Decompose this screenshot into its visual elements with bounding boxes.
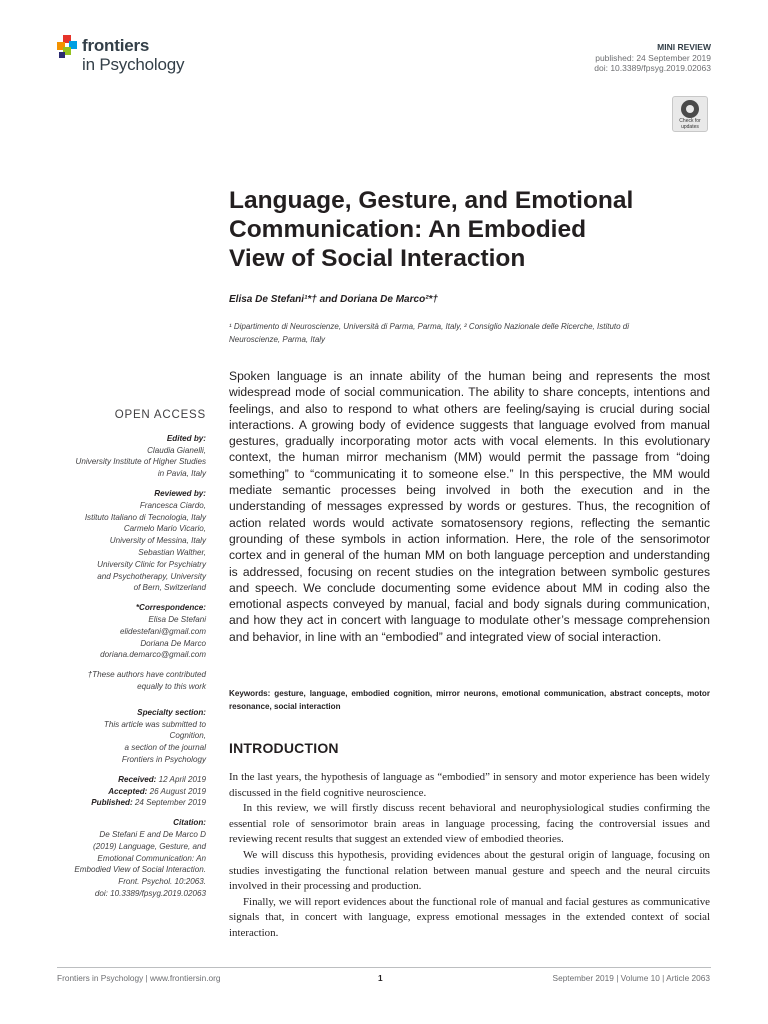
correspondent-name: Doriana De Marco <box>140 638 206 648</box>
check-updates-icon <box>681 100 699 118</box>
correspondent-email[interactable]: elidestefani@gmail.com <box>119 626 206 636</box>
page-number: 1 <box>378 973 383 983</box>
specialty-line: This article was submitted to <box>103 719 206 729</box>
article-type: MINI REVIEW <box>657 42 711 52</box>
citation-line: Embodied View of Social Interaction. <box>74 865 206 875</box>
specialty-line: Cognition, <box>169 731 206 741</box>
check-for-updates-button[interactable] <box>672 96 708 132</box>
citation-doi[interactable]: doi: 10.3389/fpsyg.2019.02063 <box>94 888 206 898</box>
editor-line: in Pavia, Italy <box>157 469 206 479</box>
specialty-line: a section of the journal <box>124 743 206 753</box>
specialty-heading: Specialty section: <box>137 707 206 717</box>
reviewer-line: University Clinic for Psychiatry <box>97 559 206 569</box>
citation-heading: Citation: <box>173 818 206 828</box>
correspondent-email[interactable]: doriana.demarco@gmail.com <box>100 650 206 660</box>
published-date: published: 24 September 2019 <box>595 52 711 63</box>
check-updates-label-2: updates <box>681 123 699 130</box>
reviewer-line: University of Messina, Italy <box>109 536 206 546</box>
received-label: Received: <box>118 774 157 784</box>
affiliation-line: ¹ Dipartimento di Neuroscienze, Università di Parma, Parma, Italy, ² Consiglio Nazionale delle Ricerche, Istituto di <box>229 322 630 331</box>
reviewer-line: Carmelo Mario Vicario, <box>123 524 206 534</box>
check-updates-label: Check for <box>679 118 701 124</box>
received-date <box>26 774 206 786</box>
edited-by-section <box>26 433 206 480</box>
correspondent-name: Elisa De Stefani <box>148 614 206 624</box>
affiliation-line: Neuroscienze, Parma, Italy <box>229 334 326 344</box>
contribution-line: †These authors have contributed <box>87 670 206 680</box>
reviewer-line: and Psychotherapy, University <box>97 571 206 581</box>
citation-line: (2019) Language, Gesture, and <box>93 841 206 851</box>
contribution-note <box>26 669 206 693</box>
reviewer-line: Istituto Italiano di Tecnologia, Italy <box>84 512 206 522</box>
reviewed-by-section <box>26 488 206 594</box>
article-title <box>229 186 709 273</box>
citation-line: Emotional Communication: An <box>97 853 206 863</box>
author-list: Elisa De Stefani¹*† and Doriana De Marco²*† <box>229 294 438 305</box>
published-label: Published: <box>91 798 133 808</box>
dates-section <box>26 774 206 809</box>
accepted-label: Accepted: <box>108 786 148 796</box>
correspondence-heading: *Correspondence: <box>135 603 206 613</box>
intro-paragraph: In the last years, the hypothesis of language as “embodied” in sensory and motor experience has been widely discussed in the field cognitive neuroscience. <box>229 771 710 799</box>
reviewer-line: Sebastian Walther, <box>138 547 206 557</box>
intro-paragraph: We will discuss this hypothesis, providing evidences about the gestural origin of language, focusing on studies investigating the functional relation between manual gesture and speech and the neural circuits involved in their processing and production. <box>229 848 710 893</box>
reviewer-line: of Bern, Switzerland <box>133 583 206 593</box>
editor-line: Claudia Gianelli, <box>147 445 206 455</box>
received-value: 12 April 2019 <box>156 774 206 784</box>
footer-issue-info: September 2019 | Volume 10 | Article 2063 <box>552 973 710 983</box>
open-access-label: OPEN ACCESS <box>114 409 206 421</box>
article-sidebar <box>26 410 206 908</box>
published-date-sidebar <box>26 797 206 809</box>
reviewer-line: Francesca Ciardo, <box>139 500 206 510</box>
footer-divider <box>57 967 711 968</box>
editor-line: University Institute of Higher Studies <box>75 457 206 467</box>
citation-line: Front. Psychol. 10:2063. <box>118 877 206 887</box>
intro-paragraph: Finally, we will report evidences about the functional role of manual and facial gestures as communicative signals that, in concert with language, express emotional messages in the extended context of social interaction. <box>229 895 710 939</box>
affiliations <box>229 321 709 346</box>
correspondence-section <box>26 602 206 661</box>
introduction-body <box>229 770 710 942</box>
citation-line: De Stefani E and De Marco D <box>99 829 206 839</box>
title-line: Language, Gesture, and Emotional <box>229 187 634 214</box>
reviewed-by-heading: Reviewed by: <box>154 488 206 498</box>
frontiers-logo-icon <box>57 35 79 59</box>
published-value: 24 September 2019 <box>132 798 206 808</box>
footer-journal-link[interactable]: Frontiers in Psychology | www.frontiersin.org <box>57 973 221 983</box>
title-line: Communication: An Embodied <box>229 216 587 243</box>
journal-logo[interactable] <box>57 33 207 83</box>
citation-section <box>26 817 206 900</box>
article-header-info <box>594 42 711 74</box>
journal-name-line2: in Psychology <box>82 55 185 74</box>
keywords-text: gesture, language, embodied cognition, mirror neurons, emotional communication, abstract concepts, motor resonance, social interaction <box>229 689 710 711</box>
keywords-label: Keywords: <box>229 689 271 698</box>
journal-name-line1: frontiers <box>82 36 150 55</box>
contribution-line: equally to this work <box>137 681 206 691</box>
article-doi[interactable]: doi: 10.3389/fpsyg.2019.02063 <box>594 63 711 73</box>
introduction-heading: INTRODUCTION <box>229 740 339 756</box>
specialty-line: Frontiers in Psychology <box>121 754 206 764</box>
abstract: Spoken language is an innate ability of the human being and represents the most widespread mode of social communication. The ability to share concepts, intentions and feelings, and also to respond to what others are feeling/saying is crucial during social interactions. A growing body of evidence suggests that language evolved from manual gestures, gradually incorporating motor acts with vocal elements. In this evolutionary context, the human mirror mechanism (MM) would permit the passage from “doing something” to “communicating it to someone else.” In this perspective, the MM would mediate semantic processes being involved in both the execution and in the understanding of messages expressed by words or gestures. Thus, the recognition of action related words would activate somatosensory regions, reflecting the semantic grounding of these symbols in action information. Here, the role of the sensorimotor cortex and in general of the human MM on both language perception and understanding is addressed, focusing on recent studies on the integration between symbolic gestures and speech. We conclude documenting some evidence about MM in coding also the emotional aspects conveyed by manual, facial and body signals during communication, and how they act in concert with language to modulate other’s message comprehension and behavior, in line with an “embodied” and integrated view of social interaction. <box>229 369 710 644</box>
accepted-date <box>26 786 206 798</box>
title-line: View of Social Interaction <box>229 245 526 272</box>
accepted-value: 26 August 2019 <box>147 786 206 796</box>
edited-by-heading: Edited by: <box>166 433 206 443</box>
intro-paragraph: In this review, we will firstly discuss recent behavioral and neurophysiological studies confirming the essential role of sensorimotor brain areas in language processing, facing the controversial issues and reviewing recent results that suggest an extended view of embodied theories. <box>229 802 710 846</box>
specialty-section <box>26 707 206 766</box>
keywords <box>229 688 710 713</box>
